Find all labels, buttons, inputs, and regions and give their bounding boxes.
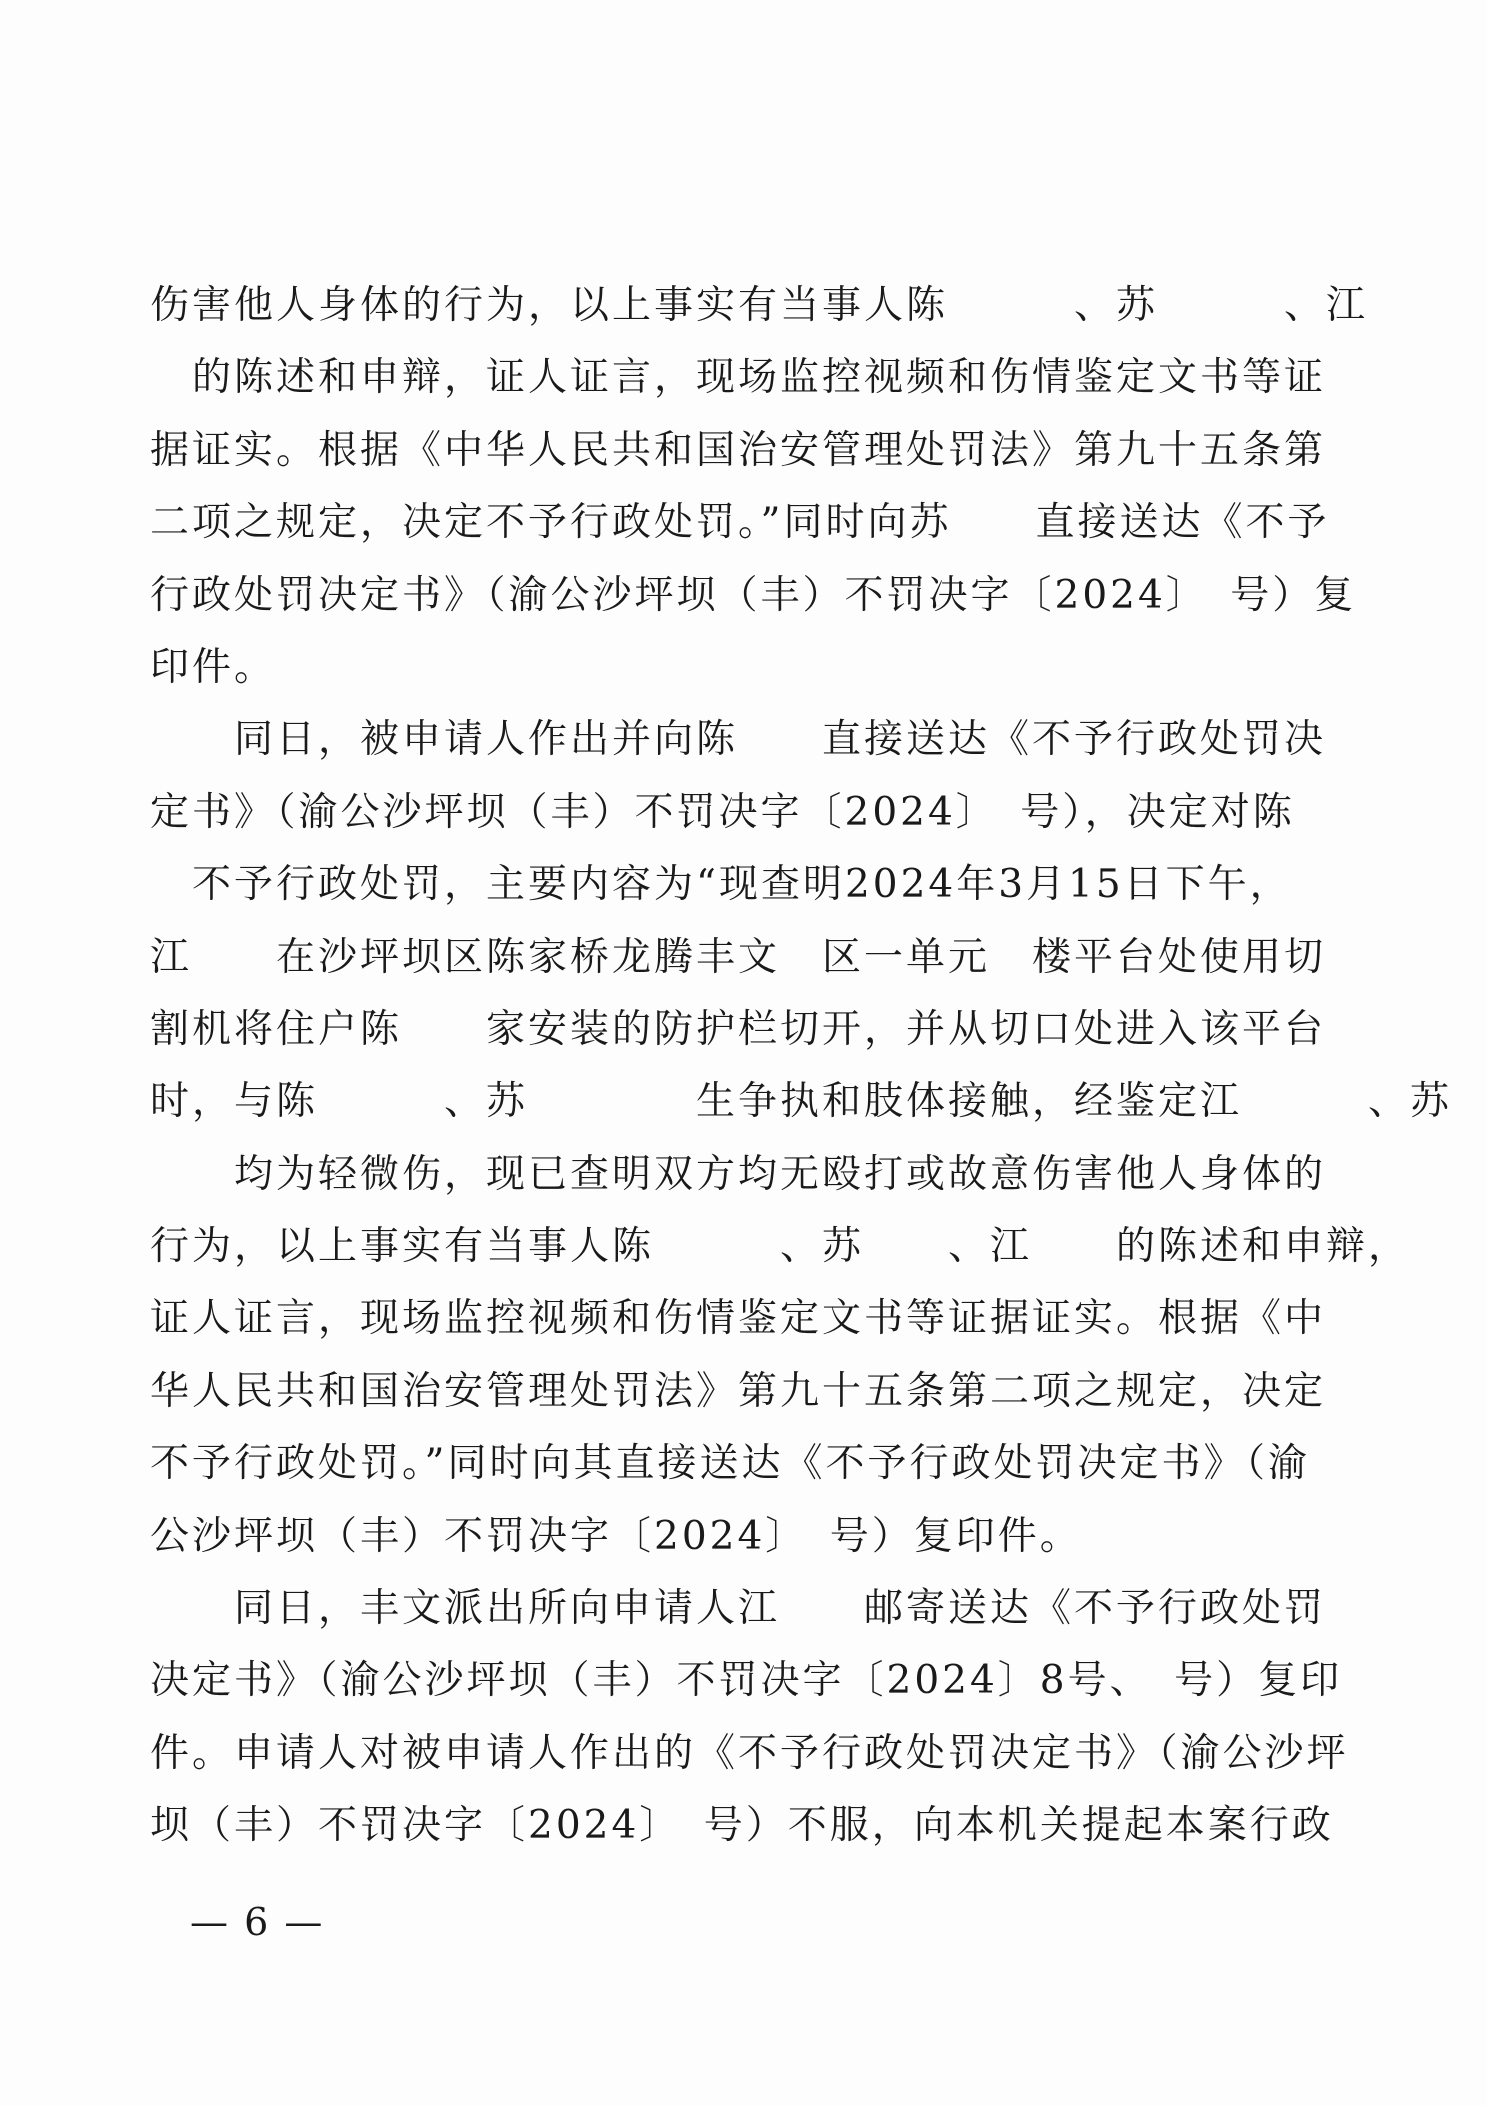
text-line-8: 定书》（渝公沙坪坝（丰）不罚决字〔2024〕 号），决定对陈 <box>150 789 1295 835</box>
text-line-11: 割机将住户陈 家安装的防护栏切开，并从切口处进入该平台 <box>150 1006 1327 1052</box>
text-line-10: 江 在沙坪坝区陈家桥龙腾丰文 区一单元 楼平台处使用切 <box>150 934 1327 980</box>
text-line-16: 华人民共和国治安管理处罚法》第九十五条第二项之规定，决定 <box>150 1368 1327 1414</box>
text-line-5: 行政处罚决定书》（渝公沙坪坝（丰）不罚决字〔2024〕 号）复 <box>150 572 1357 618</box>
text-line-18: 公沙坪坝（丰）不罚决字〔2024〕 号）复印件。 <box>150 1513 1082 1559</box>
text-line-15: 证人证言，现场监控视频和伤情鉴定文书等证据证实。根据《中 <box>150 1296 1327 1342</box>
text-line-9: 不予行政处罚，主要内容为“现查明2024年3月15日下午， <box>150 862 1292 908</box>
text-line-3: 据证实。根据《中华人民共和国治安管理处罚法》第九十五条第 <box>150 427 1327 473</box>
text-line-13: 均为轻微伤，现已查明双方均无殴打或故意伤害他人身体的 <box>150 1151 1327 1197</box>
text-line-17: 不予行政处罚。”同时向其直接送达《不予行政处罚决定书》（渝 <box>150 1441 1310 1487</box>
text-line-4: 二项之规定，决定不予行政处罚。”同时向苏 直接送达《不予 <box>150 500 1330 546</box>
text-line-20: 决定书》（渝公沙坪坝（丰）不罚决字〔2024〕8号、 号）复印 <box>150 1658 1343 1704</box>
text-line-19: 同日，丰文派出所向申请人江 邮寄送达《不予行政处罚 <box>150 1586 1327 1632</box>
page-number: — 6 — <box>190 1900 325 1944</box>
text-line-1: 伤害他人身体的行为，以上事实有当事人陈 、苏 、江 <box>150 283 1369 328</box>
text-line-7: 同日，被申请人作出并向陈 直接送达《不予行政处罚决 <box>150 717 1327 763</box>
text-line-21: 件。申请人对被申请人作出的《不予行政处罚决定书》（渝公沙坪 <box>150 1730 1349 1776</box>
body-text <box>150 270 1453 1863</box>
text-line-14: 行为，以上事实有当事人陈 、苏 、江 的陈述和申辩， <box>150 1224 1411 1270</box>
text-line-2: 的陈述和申辩，证人证言，现场监控视频和伤情鉴定文书等证 <box>150 355 1327 401</box>
text-line-12: 时，与陈 、苏 生争执和肢体接触，经鉴定江 、苏 <box>150 1079 1453 1125</box>
text-line-6: 印件。 <box>150 644 277 690</box>
text-line-22: 坝（丰）不罚决字〔2024〕 号）不服，向本机关提起本案行政 <box>150 1803 1334 1849</box>
